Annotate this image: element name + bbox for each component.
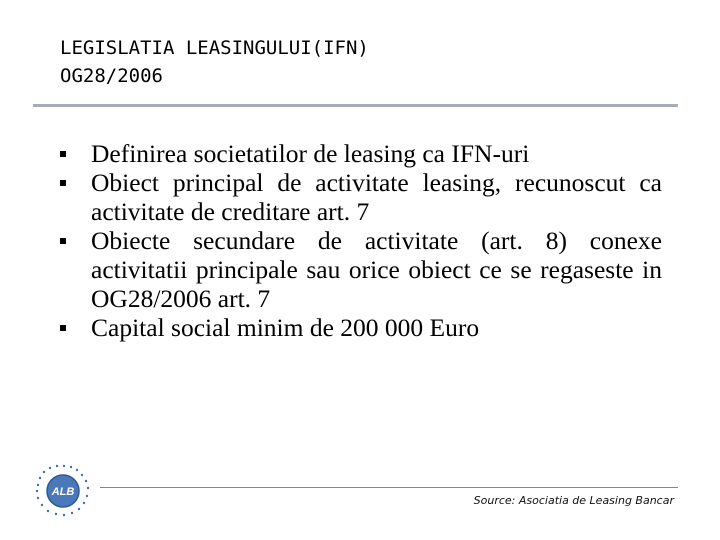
source-note: Source: Asociatia de Leasing Bancar bbox=[473, 494, 674, 507]
bullet-list bbox=[60, 139, 662, 342]
bullet-item: Definirea societatilor de leasing ca IFN-uri bbox=[60, 139, 662, 168]
bullet-item: Obiecte secundare de activitate (art. 8) conexe activitatii principale sau orice obiect ce se regaseste in OG28/2006 art. 7 bbox=[60, 226, 662, 313]
slide-title bbox=[60, 34, 660, 90]
title-line-1: LEGISLATIA LEASINGULUI(IFN) bbox=[60, 37, 369, 59]
title-line-2: OG28/2006 bbox=[60, 65, 163, 87]
alb-logo bbox=[30, 461, 102, 521]
bullet-item: Obiect principal de activitate leasing, recunoscut ca activitate de creditare art. 7 bbox=[60, 168, 662, 226]
logo-text: ALB bbox=[51, 486, 75, 498]
title-divider bbox=[33, 104, 678, 107]
footer-divider bbox=[100, 487, 678, 488]
bullet-item: Capital social minim de 200 000 Euro bbox=[60, 313, 662, 342]
